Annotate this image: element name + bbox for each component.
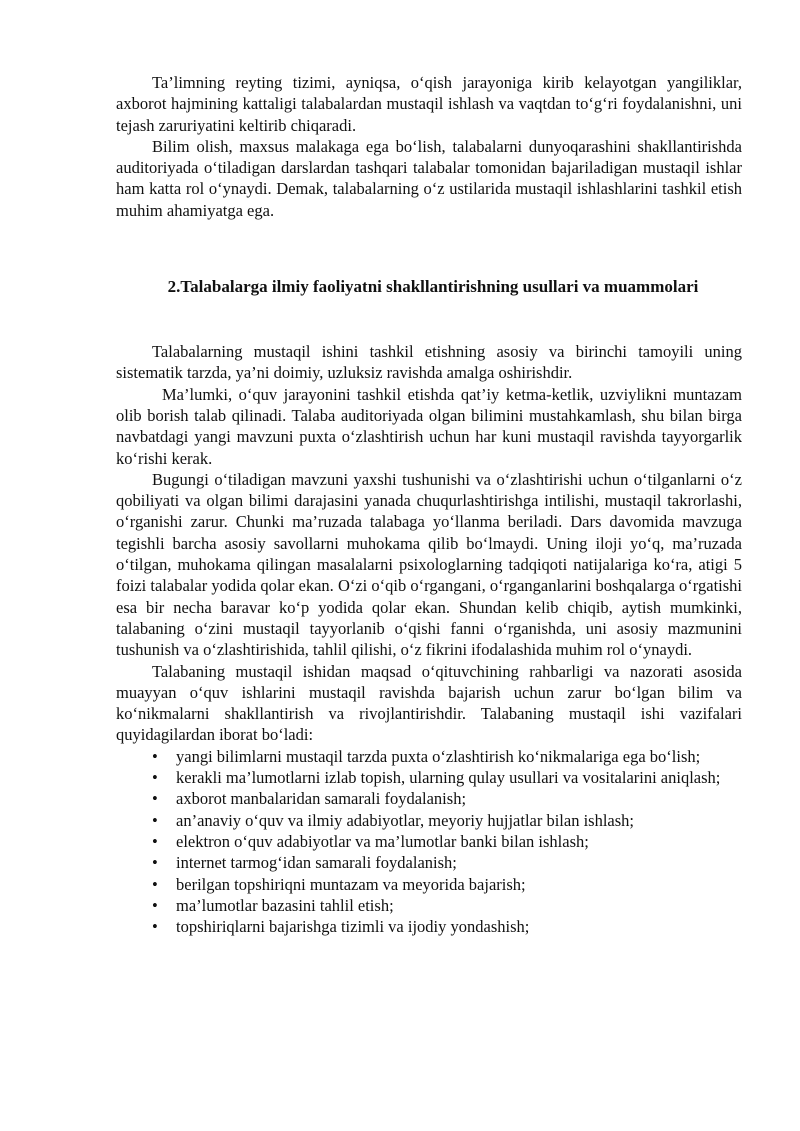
list-item: [116, 852, 742, 873]
bullet-icon: •: [152, 917, 158, 937]
list-item-text: topshiriqlarni bajarishga tizimli va ijodiy yondashish;: [176, 917, 530, 937]
list-item-text: ma’lumotlar bazasini tahlil etish;: [176, 895, 394, 915]
bullet-icon: •: [152, 746, 158, 766]
list-item: [116, 916, 742, 937]
bullet-icon: •: [152, 768, 158, 788]
list-item: [116, 895, 742, 916]
bullet-icon: •: [152, 789, 158, 809]
bullet-icon: •: [152, 895, 158, 915]
list-item: [116, 874, 742, 895]
intro-paragraph-2: Bilim olish, maxsus malakaga ega bo‘lish, talabalarni dunyoqarashini shakllantirishda auditoriyada o‘tiladigan darslardan tashqari talabalar tomonidan bajariladigan mustaqil ishlar ham katta rol o‘ynaydi. Demak, talabalarning o‘z ustilarida mustaqil ishlashlarini tashkil etish muhim ahamiyatga ega.: [116, 136, 742, 220]
intro-paragraph-1: Ta’limning reyting tizimi, ayniqsa, o‘qish jarayoniga kirib kelayotgan yangiliklar, axborot hajmining kattaligi talabalardan mustaqil ishlash va vaqtdan to‘g‘ri foydalanishni, uni tejash zaruriyatini keltirib chiqaradi.: [116, 73, 742, 135]
bullet-icon: •: [152, 853, 158, 873]
list-item: [116, 788, 742, 809]
section-heading: 2.Talabalarga ilmiy faoliyatni shakllantirishning usullari va muammolari: [167, 277, 699, 297]
bullet-icon: •: [152, 831, 158, 851]
list-item: [116, 746, 742, 767]
list-item-text: internet tarmog‘idan samarali foydalanish;: [176, 853, 457, 873]
list-item-text: yangi bilimlarni mustaqil tarzda puxta o‘zlashtirish ko‘nikmalariga ega bo‘lish;: [176, 746, 701, 766]
body-paragraph-4: Talabaning mustaqil ishidan maqsad o‘qituvchining rahbarligi va nazorati asosida muayyan o‘quv ishlarini mustaqil ravishda bajarish uchun zarur bo‘lgan bilim va ko‘nikmalarni shakllantirish va rivojlantirishdir. Talabaning mustaqil ishi vazifalari quyidagilardan iborat bo‘ladi:: [116, 661, 742, 745]
list-item-text: berilgan topshiriqni muntazam va meyorida bajarish;: [176, 874, 526, 894]
body-paragraph-2: Ma’lumki, o‘quv jarayonini tashkil etishda qat’iy ketma-ketlik, uzviylikni muntazam olib borish talab qilinadi. Talaba auditoriyada olgan bilimini mustahkamlash, shu bilan birga navbatdagi yangi mavzuni puxta o‘zlashtirish uchun har kuni mustaqil ravishda tayyorgarlik ko‘rishi kerak.: [116, 384, 742, 468]
list-item: [116, 810, 742, 831]
list-item-text: axborot manbalaridan samarali foydalanish;: [176, 789, 467, 809]
list-item-text: elektron o‘quv adabiyotlar va ma’lumotlar banki bilan ishlash;: [176, 831, 589, 851]
list-item: [116, 767, 742, 788]
document-page: [116, 72, 742, 937]
task-list: [116, 746, 742, 938]
list-item-text: an’anaviy o‘quv va ilmiy adabiyotlar, meyoriy hujjatlar bilan ishlash;: [176, 810, 635, 830]
list-item-text: kerakli ma’lumotlarni izlab topish, ularning qulay usullari va vositalarini aniqlash;: [176, 768, 721, 788]
list-item: [116, 831, 742, 852]
body-paragraph-1: Talabalarning mustaqil ishini tashkil etishning asosiy va birinchi tamoyili uning sistematik tarzda, ya’ni doimiy, uzluksiz ravishda amalga oshirishdir.: [116, 342, 742, 383]
body-paragraph-3: Bugungi o‘tiladigan mavzuni yaxshi tushunishi va o‘zlashtirishi uchun o‘tilganlarni o‘z qobiliyati va olgan bilimi darajasini yanada chuqurlashtirishga intilishi, mustaqil takrorlashi, o‘rganishi zarur. Chunki ma’ruzada talabaga yo‘llanma beriladi. Dars davomida mavzuga tegishli barcha asosiy savollarni muhokama qilib bo‘lmaydi. Uning iloji yo‘q, ma’ruzada o‘tilgan, muhokama qilingan masalalarni psixologlarning tadqiqoti natijalariga ko‘ra, atigi 5 foizi talabalar yodida qolar ekan. O‘zi o‘qib o‘rgangani, o‘rganganlarini boshqalarga o‘rgatishi esa bir necha baravar ko‘p yodida qolar ekan. Shundan kelib chiqib, aytish mumkinki, talabaning o‘zini mustaqil tayyorlanib o‘qishi fanni o‘rganishda, uni asosiy mazmunini tushunish va o‘zlashtirishida, tahlil qilishi, o‘z fikrini ifodalashida muhim rol o‘ynaydi.: [116, 469, 742, 660]
bullet-icon: •: [152, 810, 158, 830]
bullet-icon: •: [152, 874, 158, 894]
